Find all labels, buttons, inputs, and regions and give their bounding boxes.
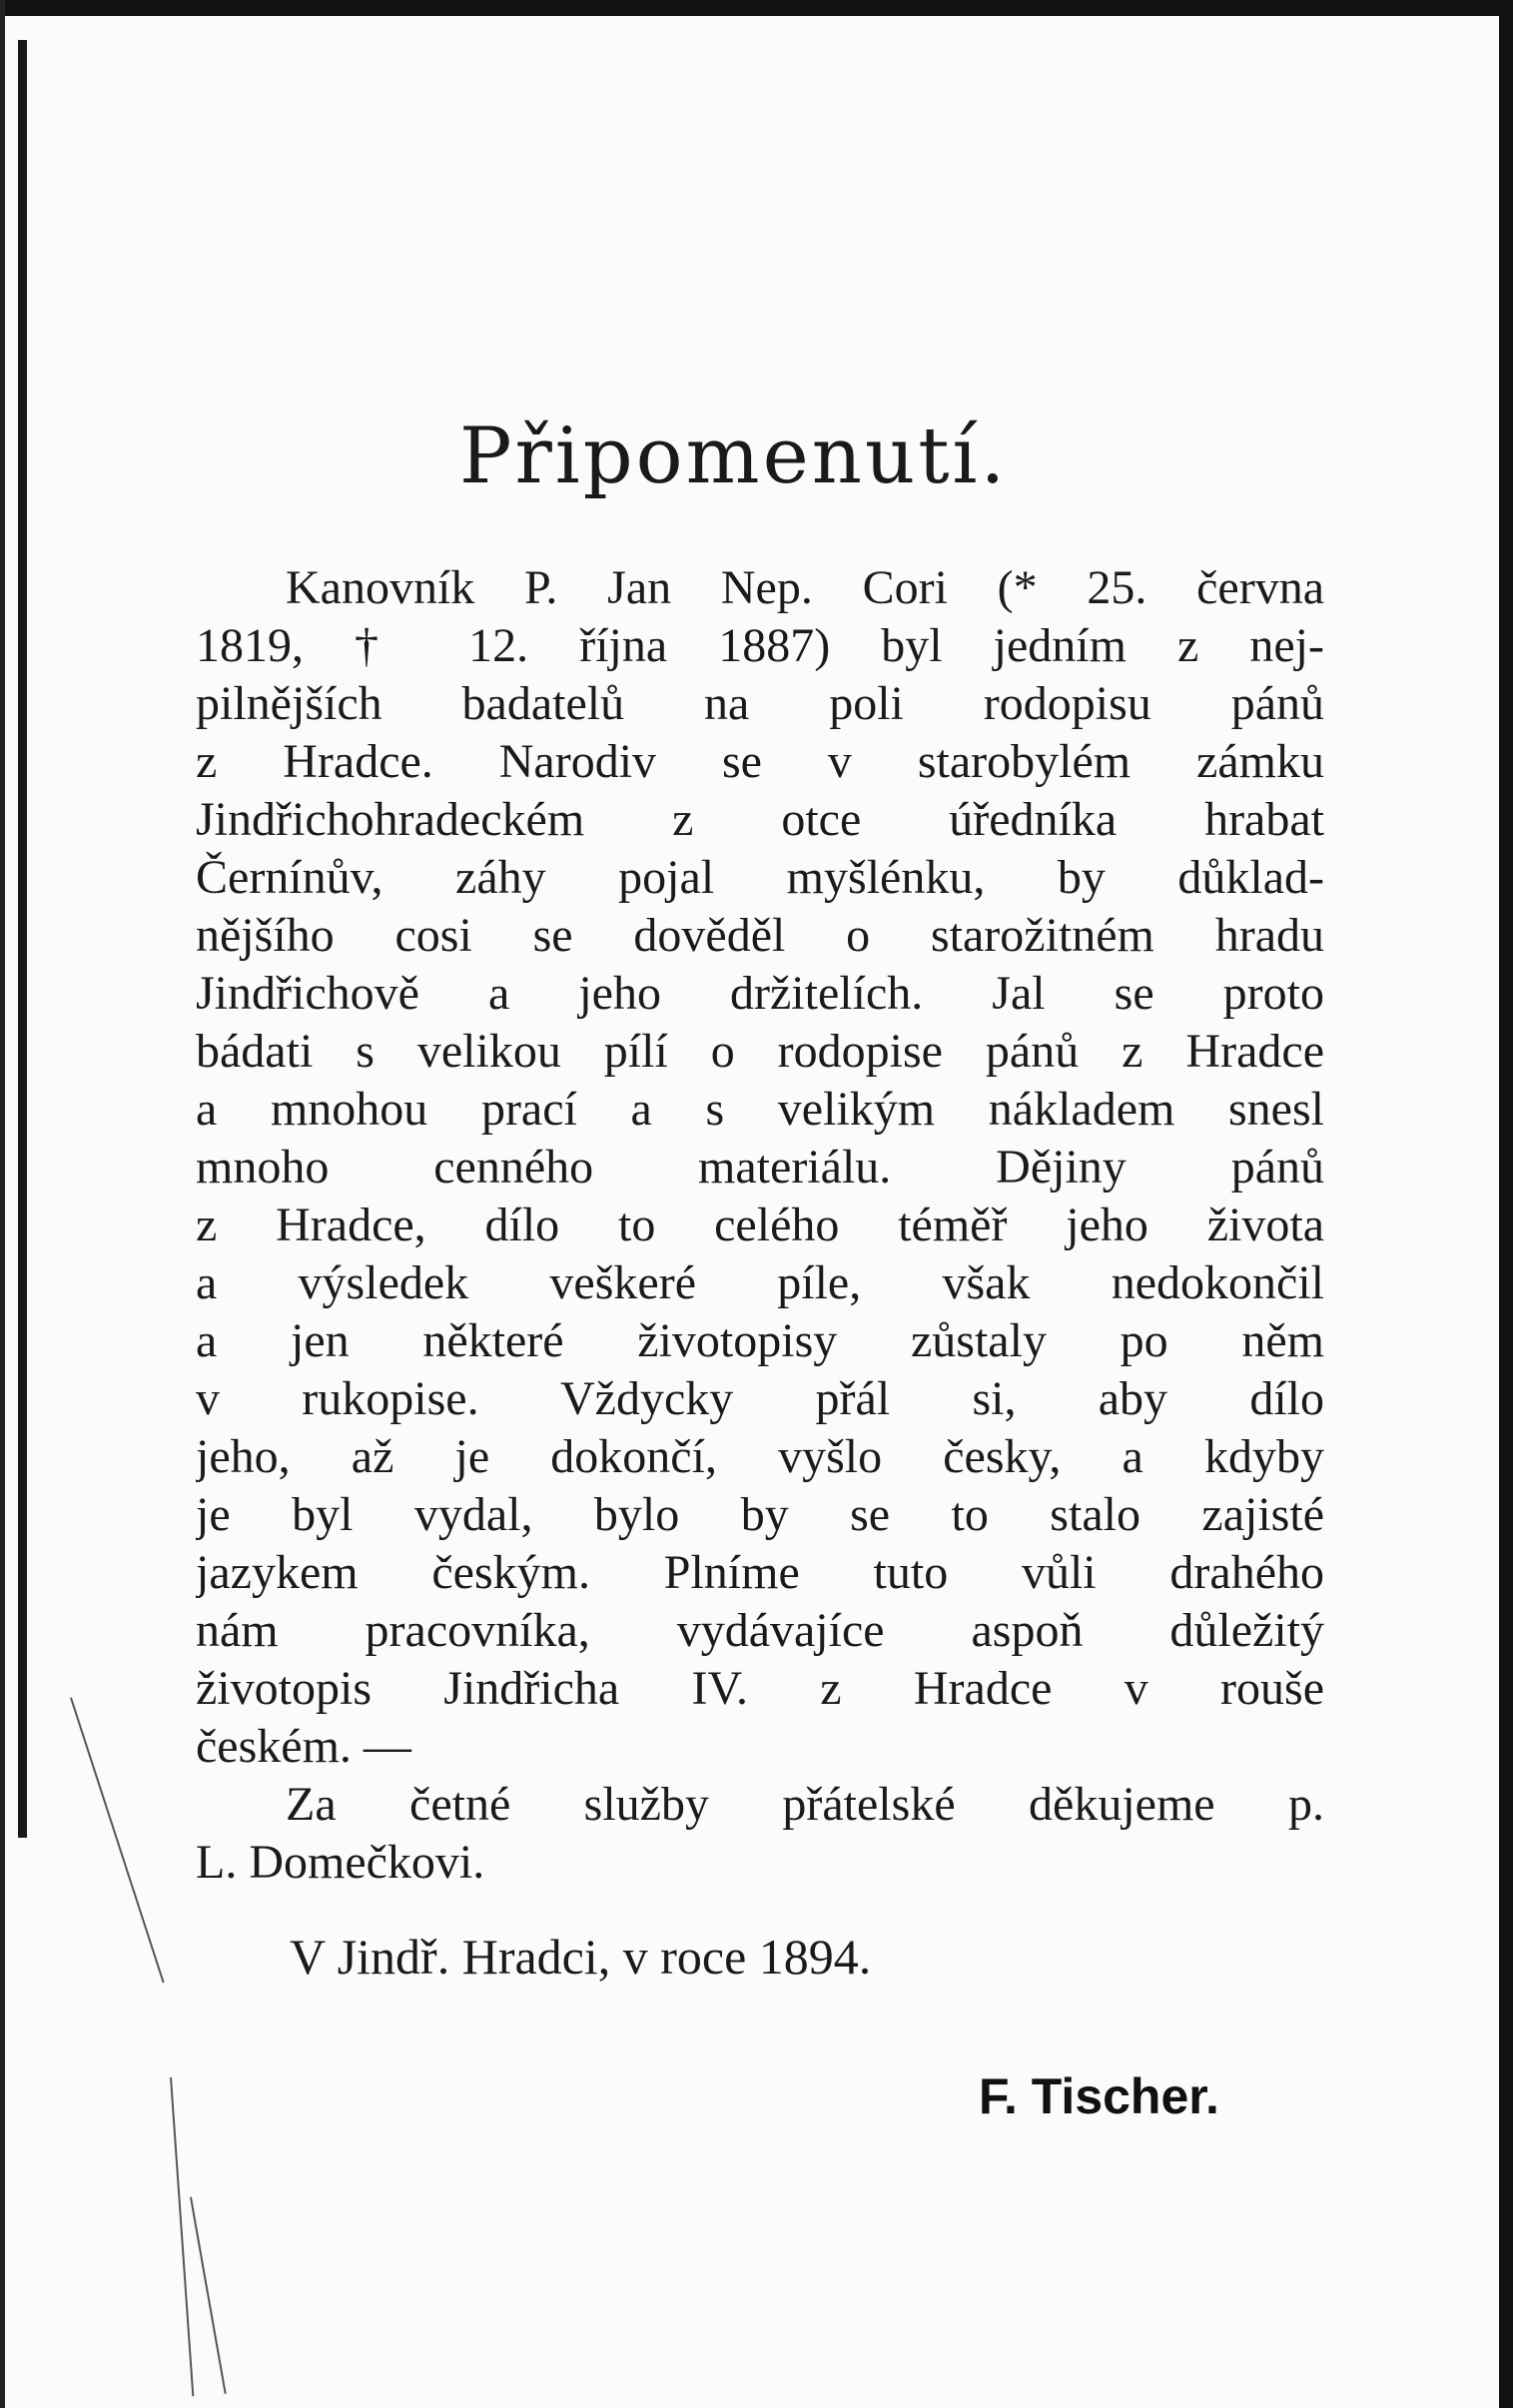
text-line: Jindřichohradeckém z otce úředníka hrabat [196,793,1324,846]
text-line: 1819, † 12. října 1887) byl jedním z nej- [196,619,1324,672]
body-paragraph-2 [196,1776,1324,1892]
signature: F. Tischer. [979,2068,1219,2124]
text-line: nějšího cosi se dověděl o starožitném hradu [196,909,1324,962]
text-line: mnoho cenného materiálu. Dějiny pánů [196,1141,1324,1194]
text-line: nám pracovníka, vydávajíce aspoň důležitý [196,1604,1324,1657]
text-line: L. Domečkovi. [196,1836,485,1889]
text-line: v rukopise. Vždycky přál si, aby dílo [196,1372,1324,1425]
page-title: Připomenutí. [459,411,1009,501]
text-line: Za četné služby přátelské děkujeme p. [286,1778,1324,1831]
text-line: pilnějších badatelů na poli rodopisu pánů [196,677,1324,730]
text-line: a mnohou prací a s velikým nákladem snesl [196,1083,1324,1136]
text-line: českém. — [196,1720,411,1773]
dateline: V Jindř. Hradci, v roce 1894. [290,1929,872,1985]
text-line: bádati s velikou pílí o rodopise pánů z Hradce [196,1025,1324,1078]
text-line: Černínův, záhy pojal myšlénku, by důklad- [196,851,1324,904]
text-line: jeho, až je dokončí, vyšlo česky, a kdyby [196,1430,1324,1483]
text-line: a výsledek veškeré píle, však nedokončil [196,1256,1324,1309]
text-line: a jen některé životopisy zůstaly po něm [196,1314,1324,1367]
text-line: Kanovník P. Jan Nep. Cori (* 25. června [286,561,1324,614]
text-line: Jindřichově a jeho držitelích. Jal se proto [196,967,1324,1020]
scan-edge-left [0,0,5,2408]
text-line: je byl vydal, bylo by se to stalo zajisté [196,1488,1324,1541]
text-line: životopis Jindřicha IV. z Hradce v rouše [196,1662,1324,1715]
scan-edge-top [0,0,1513,16]
scan-artifact-stroke [170,2077,194,2396]
body-paragraph-1 [196,559,1324,1776]
text-line: z Hradce. Narodiv se v starobylém zámku [196,735,1324,788]
scan-edge-right [1499,0,1513,2408]
scan-artifact-stroke [190,2197,227,2394]
page-binding-edge [18,40,27,1838]
text-line: z Hradce, dílo to celého téměř jeho života [196,1199,1324,1251]
scan-artifact-stroke [70,1697,165,1983]
text-line: jazykem českým. Plníme tuto vůli drahého [196,1546,1324,1599]
